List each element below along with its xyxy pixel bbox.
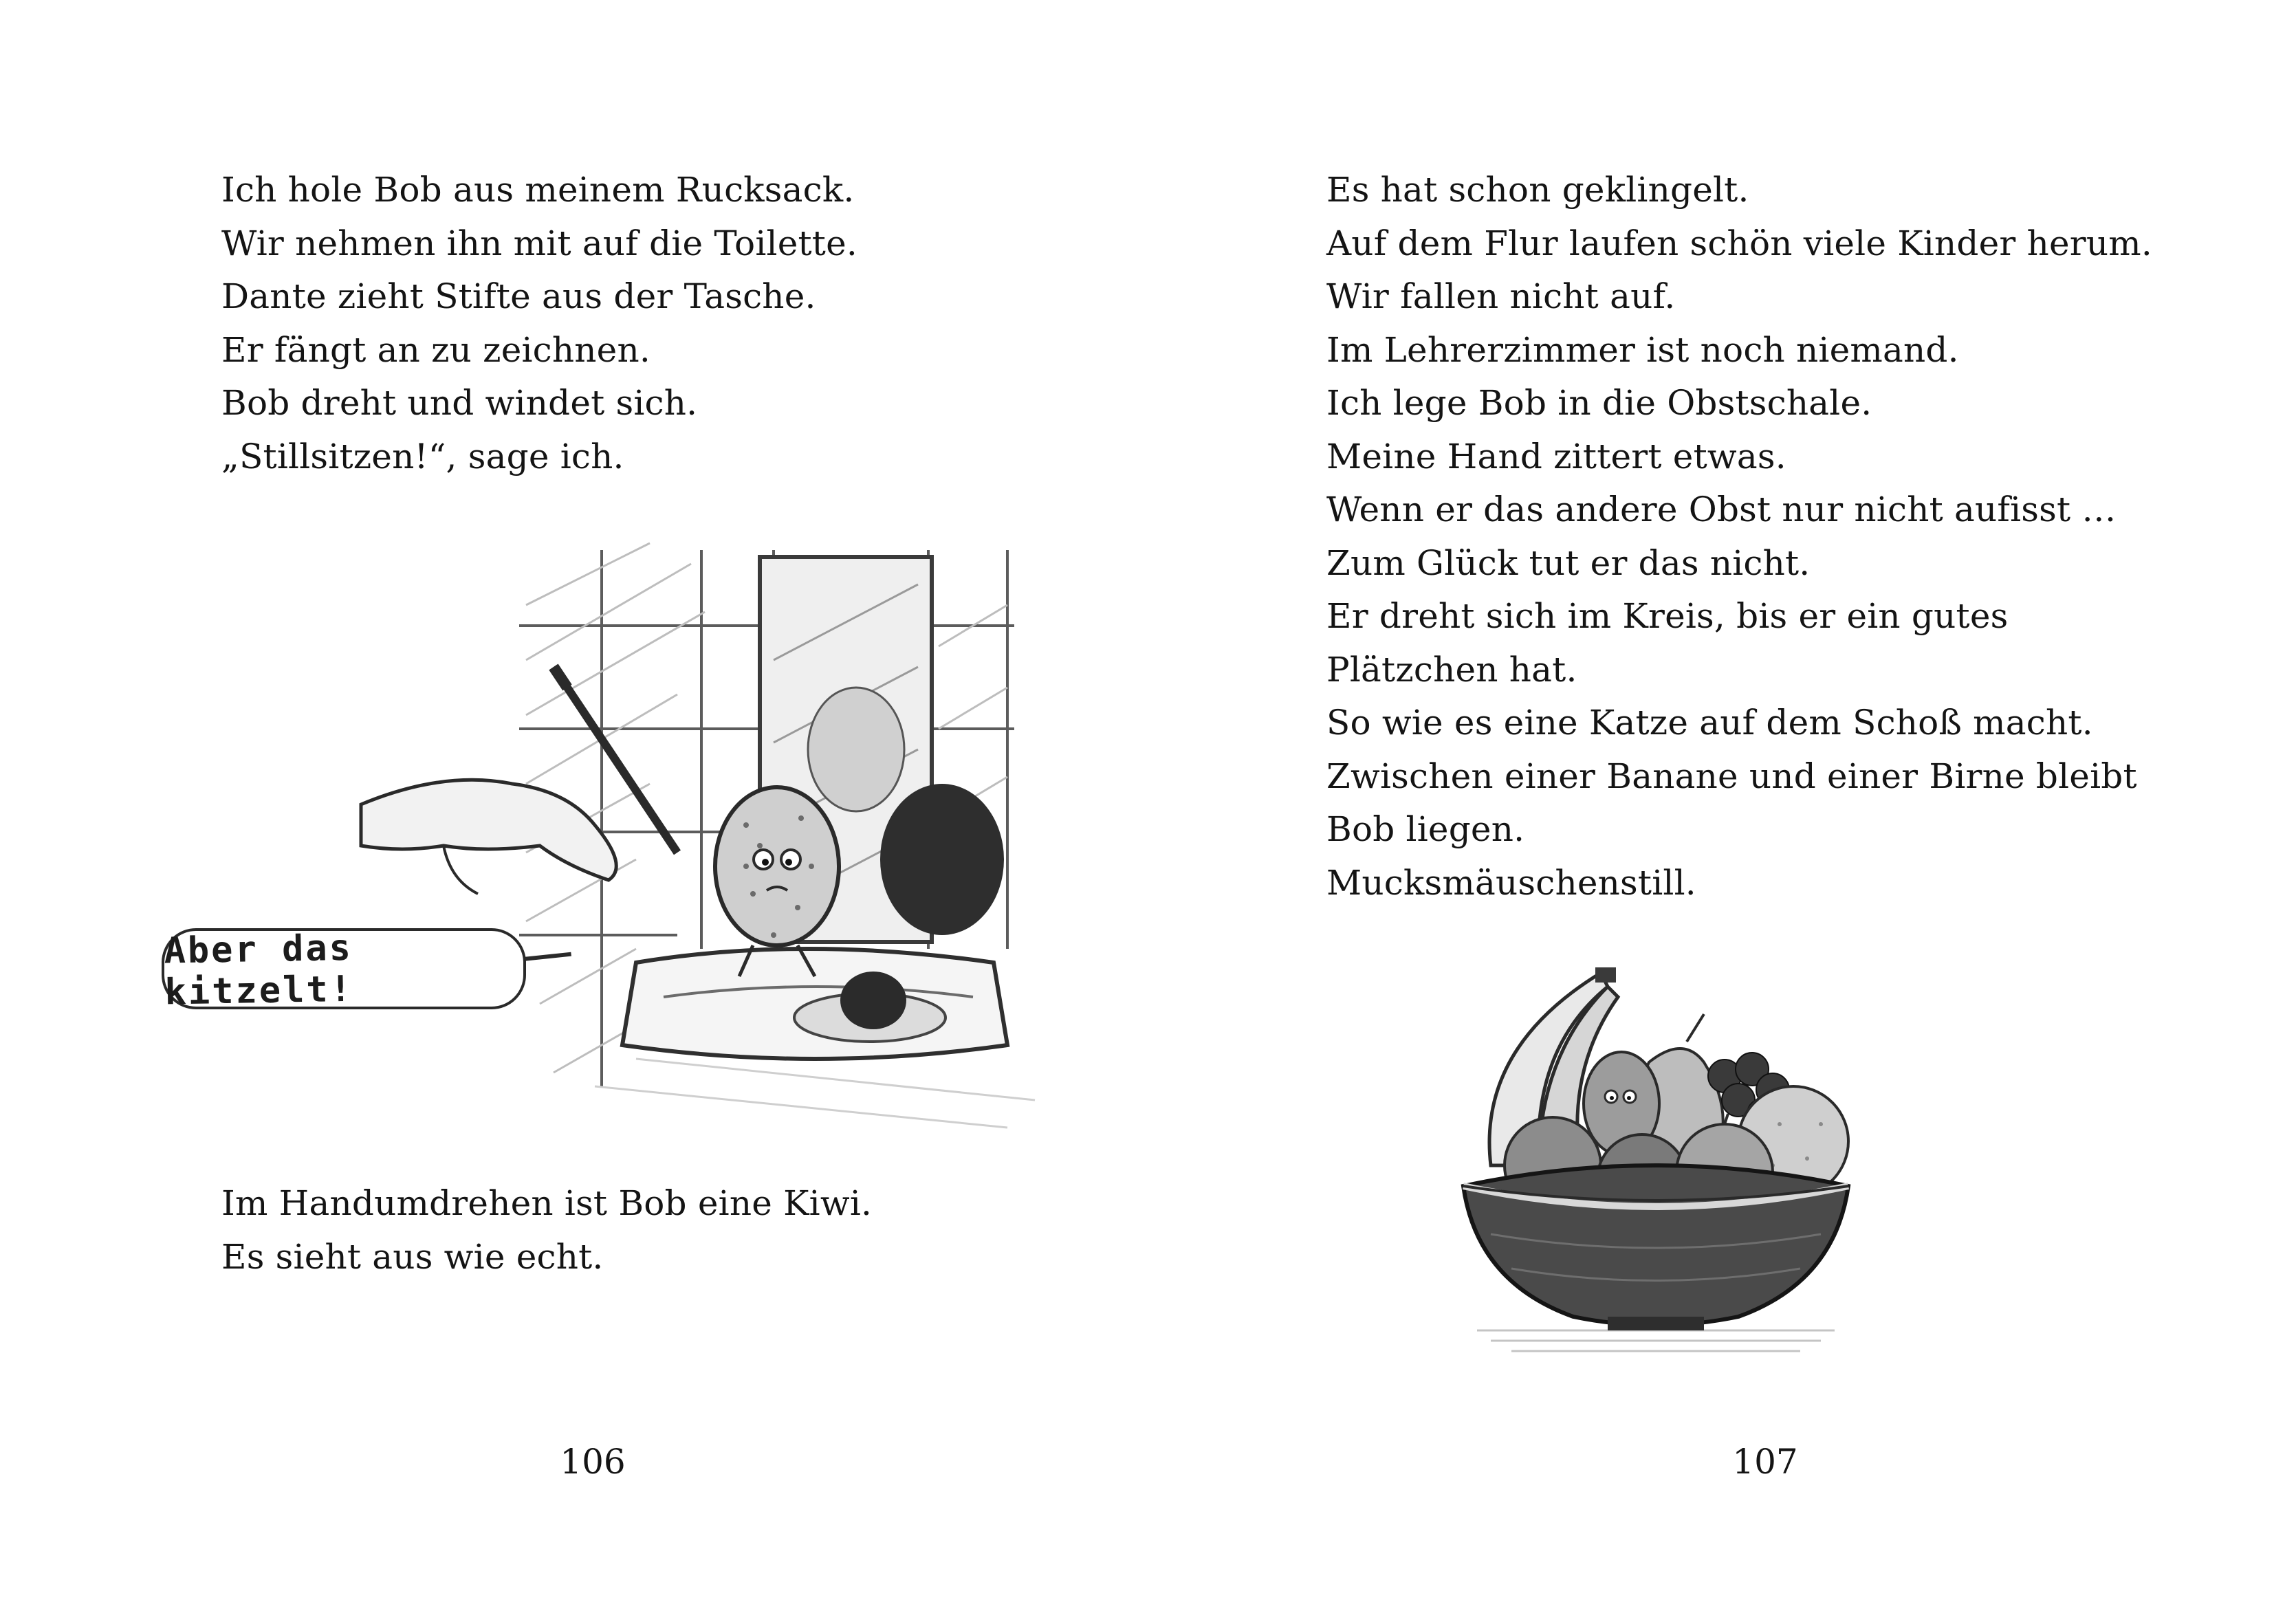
hand-with-pencil [361, 667, 677, 894]
text-line: Meine Hand zittert etwas. [1326, 436, 1786, 476]
text-line: Zwischen einer Banane und einer Birne bleibt [1326, 756, 2137, 796]
page-number-right: 107 [1732, 1442, 1798, 1482]
page-number-left: 106 [560, 1442, 626, 1482]
right-page-text [1326, 164, 2152, 910]
text-line: Wir nehmen ihn mit auf die Toilette. [221, 223, 857, 263]
text-line: Dante zieht Stifte aus der Tasche. [221, 276, 816, 316]
text-line: Bob liegen. [1326, 809, 1525, 849]
speech-bubble [162, 927, 526, 1013]
text-line: Er fängt an zu zeichnen. [221, 329, 651, 370]
kiwi-drawing-illustration [155, 523, 1042, 1141]
text-line: Plätzchen hat. [1326, 649, 1577, 690]
text-line: Es sieht aus wie echt. [221, 1236, 604, 1277]
bathroom-sketch [155, 523, 1042, 1141]
bowl [1463, 1165, 1848, 1330]
text-line: Im Lehrerzimmer ist noch niemand. [1326, 329, 1959, 370]
text-line: So wie es eine Katze auf dem Schoß macht. [1326, 703, 2093, 743]
fruit-bowl-sketch [1450, 959, 1862, 1385]
left-page-text-bottom [221, 1177, 872, 1284]
text-line: Ich lege Bob in die Obstschale. [1326, 383, 1872, 423]
fruit-bowl-illustration [1450, 959, 1862, 1385]
sink [622, 949, 1007, 1059]
text-line: Zum Glück tut er das nicht. [1326, 542, 1811, 583]
left-page-text-top [221, 164, 857, 483]
text-line: Wenn er das andere Obst nur nicht aufisst … [1326, 490, 2117, 529]
text-line: Ich hole Bob aus meinem Rucksack. [221, 170, 855, 210]
floor-hatching [595, 1059, 1035, 1128]
text-line: Im Handumdrehen ist Bob eine Kiwi. [221, 1183, 873, 1223]
text-line: Bob dreht und windet sich. [221, 383, 698, 423]
text-line: „Stillsitzen!“, sage ich. [221, 436, 624, 476]
text-line: Er dreht sich im Kreis, bis er ein gutes [1326, 596, 2009, 636]
speech-bubble-text: Aber das kitzelt! [163, 927, 354, 1013]
page-right [1137, 0, 2274, 1624]
text-line: Auf dem Flur laufen schön viele Kinder herum. [1326, 223, 2152, 263]
text-line: Mucksmäuschenstill. [1326, 862, 1696, 903]
text-line: Wir fallen nicht auf. [1326, 276, 1676, 316]
bowl-shadow [1477, 1330, 1835, 1351]
text-line: Es hat schon geklingelt. [1326, 170, 1749, 210]
